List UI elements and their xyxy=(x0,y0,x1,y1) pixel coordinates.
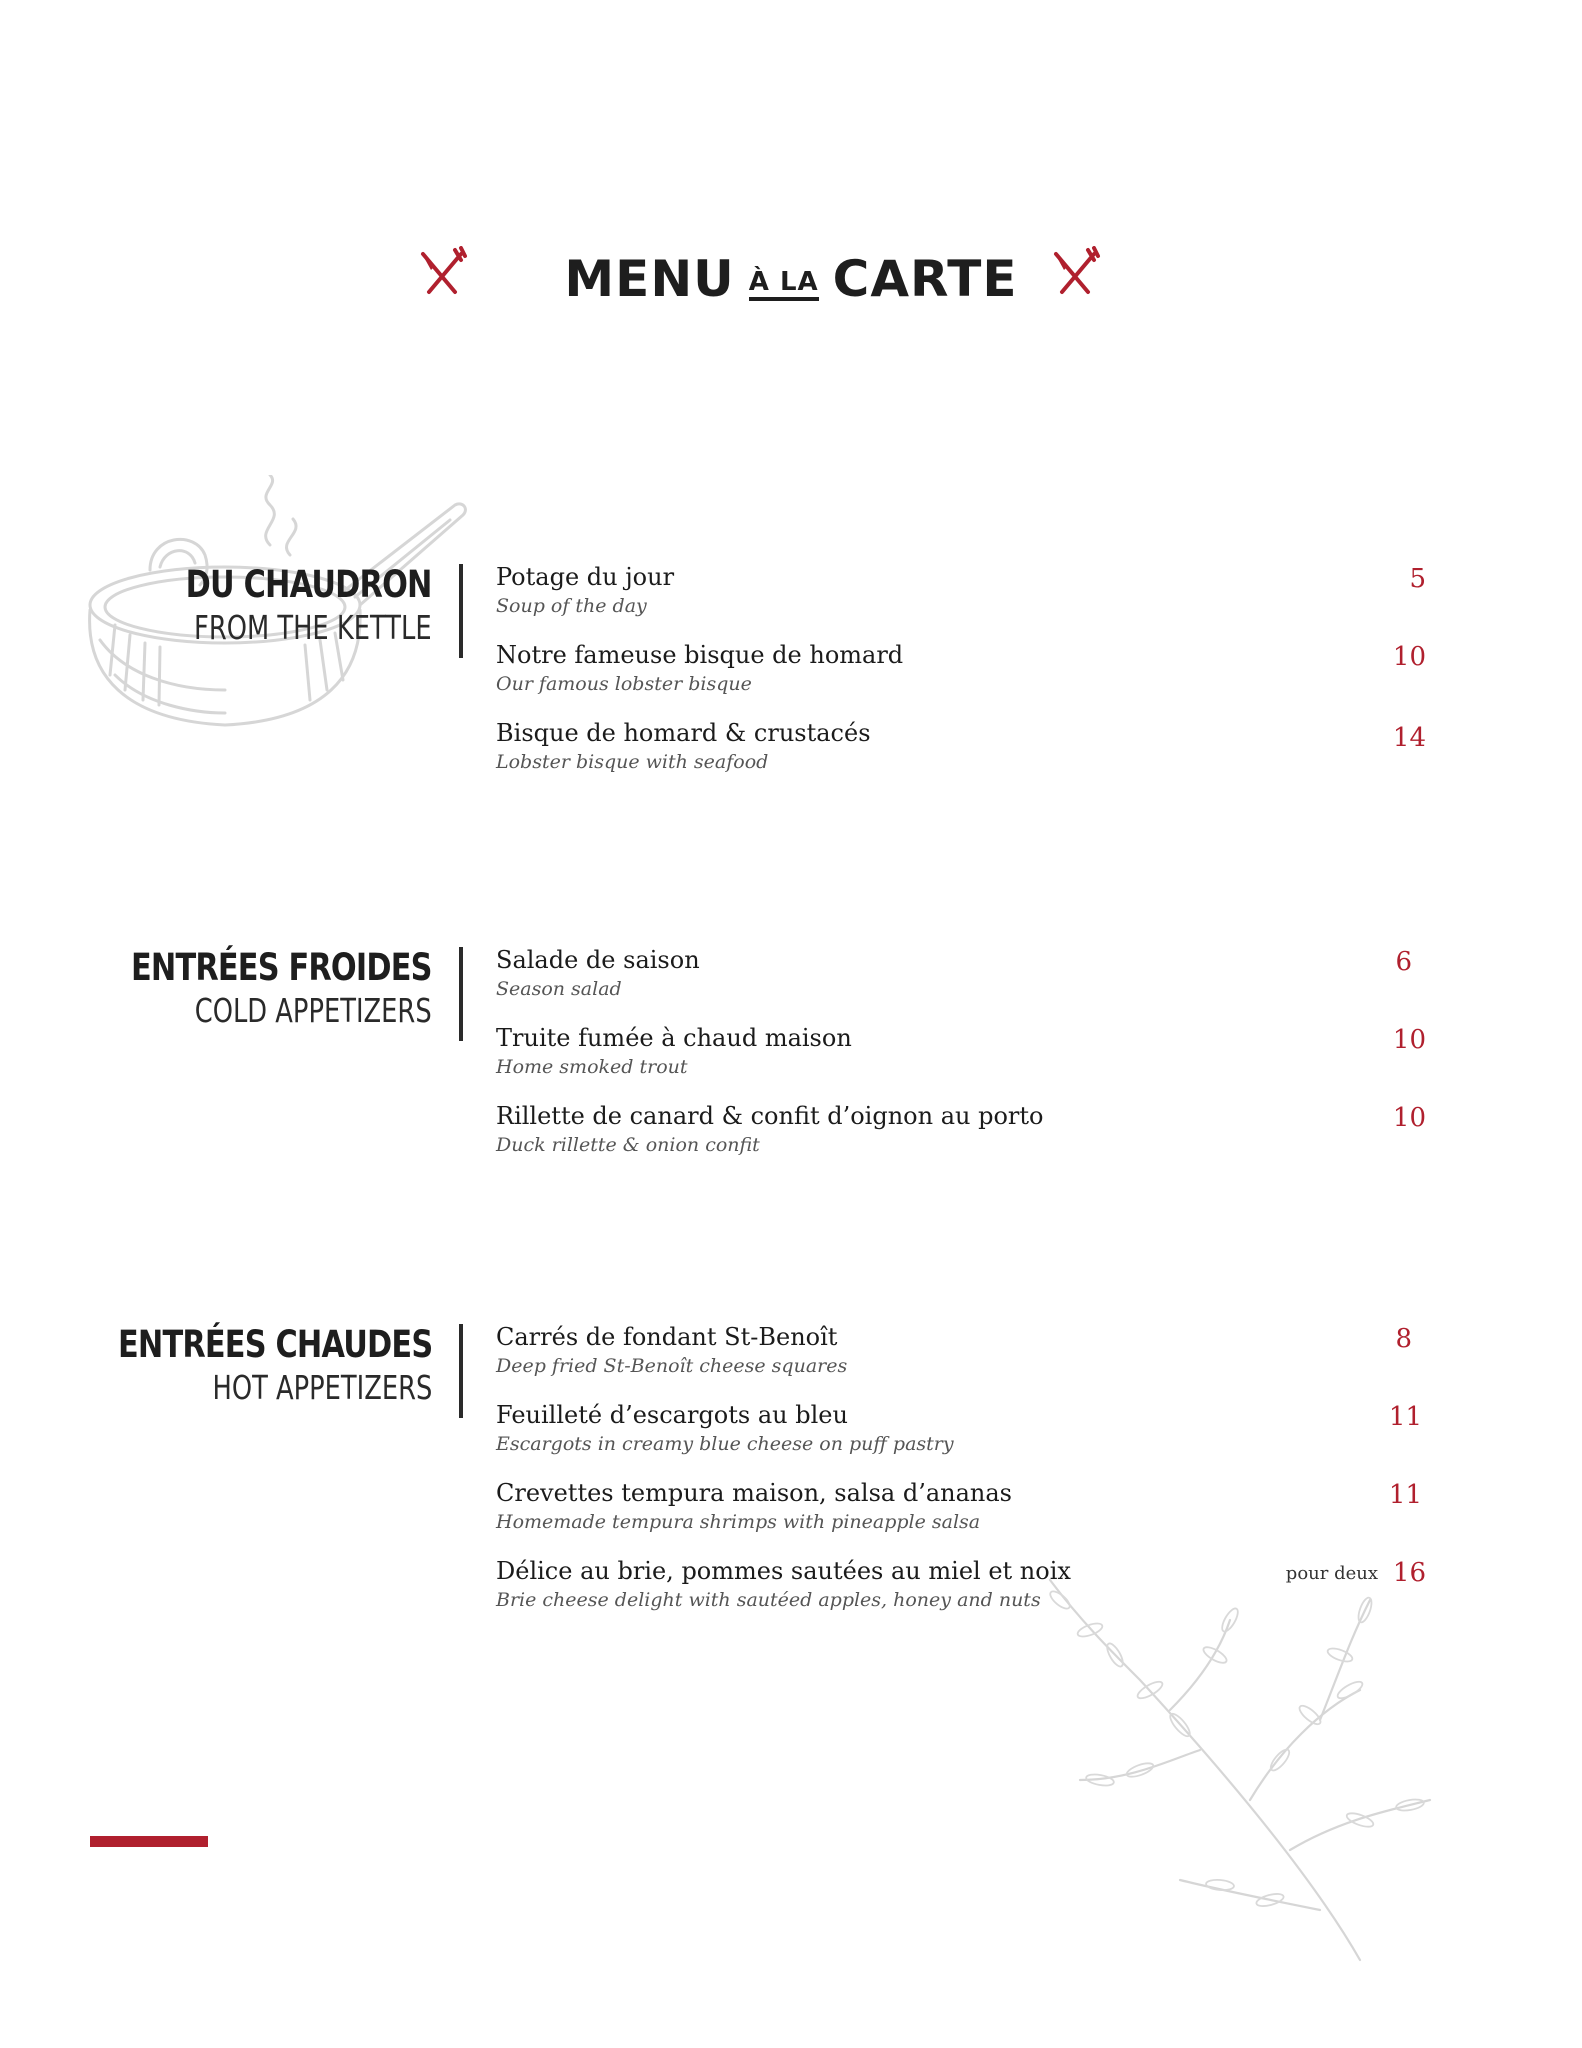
item-name-en: Homemade tempura shrimps with pineapple salsa xyxy=(496,1511,981,1533)
item-price: 10 xyxy=(1392,1103,1426,1133)
title-a-la: À LA xyxy=(749,269,819,301)
item-name-en: Home smoked trout xyxy=(496,1056,688,1078)
item-name-fr: Crevettes tempura maison, salsa d’ananas xyxy=(496,1479,1012,1507)
item-name-en: Duck rillette & onion confit xyxy=(496,1134,760,1156)
menu-item xyxy=(496,640,1426,718)
section-title-fr: ENTRÉES CHAUDES xyxy=(117,1323,432,1366)
menu-item xyxy=(496,1478,1426,1556)
item-name-fr: Notre fameuse bisque de homard xyxy=(496,641,904,669)
item-name-en: Our famous lobster bisque xyxy=(496,673,752,695)
item-name-fr: Rillette de canard & confit d’oignon au porto xyxy=(496,1102,1044,1130)
item-name-fr: Bisque de homard & crustacés xyxy=(496,719,871,747)
menu-item xyxy=(496,1023,1426,1101)
item-name-en: Season salad xyxy=(496,978,622,1000)
section-title-en: HOT APPETIZERS xyxy=(212,1368,432,1407)
item-name-fr: Délice au brie, pommes sautées au miel et noix xyxy=(496,1557,1071,1585)
item-name-fr: Potage du jour xyxy=(496,563,675,591)
menu-item xyxy=(496,1400,1426,1478)
menu-title xyxy=(0,240,1582,314)
section-items xyxy=(496,1322,1426,1634)
section-heading xyxy=(49,1322,432,1408)
section-divider xyxy=(459,947,463,1041)
item-name-en: Escargots in creamy blue cheese on puff pastry xyxy=(496,1433,954,1455)
item-price: 11 xyxy=(1388,1402,1422,1432)
item-price: 14 xyxy=(1392,723,1426,753)
item-price: 8 xyxy=(1395,1324,1412,1354)
item-name-fr: Feuilleté d’escargots au bleu xyxy=(496,1401,848,1429)
item-price: 5 xyxy=(1409,564,1426,594)
menu-header xyxy=(0,240,1582,310)
section-title-fr: ENTRÉES FROIDES xyxy=(131,946,432,989)
item-name-fr: Carrés de fondant St-Benoît xyxy=(496,1323,838,1351)
menu-item xyxy=(496,562,1426,640)
item-price: 6 xyxy=(1395,947,1412,977)
menu-item xyxy=(496,1101,1426,1179)
item-serving-note: pour deux xyxy=(1285,1563,1378,1584)
item-name-en: Deep fried St-Benoît cheese squares xyxy=(496,1355,848,1377)
item-name-fr: Salade de saison xyxy=(496,946,700,974)
menu-item xyxy=(496,1322,1426,1400)
section-title-fr: DU CHAUDRON xyxy=(186,563,432,606)
item-name-fr: Truite fumée à chaud maison xyxy=(496,1024,852,1052)
item-price: 11 xyxy=(1388,1480,1422,1510)
menu-item xyxy=(496,1556,1426,1634)
item-price: 16 xyxy=(1392,1558,1426,1588)
menu-item xyxy=(496,945,1426,1023)
title-menu-word: MENU xyxy=(564,249,735,308)
item-price: 10 xyxy=(1392,1025,1426,1055)
crossed-knife-fork-icon xyxy=(1048,246,1102,300)
section-title-en: COLD APPETIZERS xyxy=(195,991,432,1030)
section-title-en: FROM THE KETTLE xyxy=(194,608,432,647)
title-carte-word: CARTE xyxy=(832,249,1018,308)
section-divider xyxy=(459,1324,463,1418)
section-heading xyxy=(127,562,432,648)
item-price: 10 xyxy=(1392,642,1426,672)
item-name-en: Soup of the day xyxy=(496,595,647,617)
red-accent-bar xyxy=(90,1836,208,1847)
section-items xyxy=(496,945,1426,1179)
section-heading xyxy=(65,945,432,1031)
item-name-en: Lobster bisque with seafood xyxy=(496,751,769,773)
menu-item xyxy=(496,718,1426,796)
section-items xyxy=(496,562,1426,796)
item-name-en: Brie cheese delight with sautéed apples, honey and nuts xyxy=(496,1589,1041,1611)
section-divider xyxy=(459,564,463,658)
